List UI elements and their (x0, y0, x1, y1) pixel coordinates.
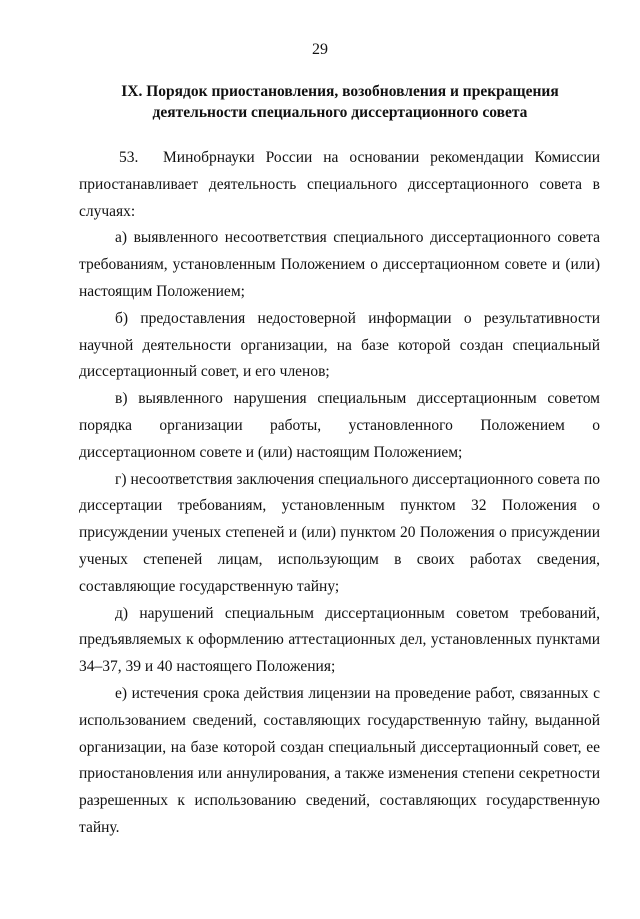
paragraph-53-text: Минобрнауки России на основании рекомендации Комиссии приостанавливает деятельность специального диссертационного совета в случаях: (79, 149, 600, 220)
section-title (80, 81, 600, 123)
list-item-e: е) истечения срока действия лицензии на проведение работ, связанных с использованием сведений, составляющих государственную тайну, выданной организации, на базе которой создан специальный диссертационный совет, ее приостановления или аннулирования, а также изменения степени секретности разрешенных к использованию сведений, составляющих государственную тайну. (79, 684, 600, 836)
list-item-b: б) предоставления недостоверной информации о результативности научной деятельности организации, на базе которой создан специальный диссертационный совет, и его членов; (79, 309, 600, 381)
page-number: 29 (312, 41, 328, 58)
paragraph-53 (79, 145, 600, 225)
list-item-a: а) выявленного несоответствия специального диссертационного совета требованиям, установленным Положением о диссертационном совете и (или) настоящим Положением; (79, 229, 600, 300)
list-item-d: д) нарушений специальным диссертационным советом требований, предъявляемых к оформлению аттестационных дел, установленных пунктами 34–37, 39 и 40 настоящего Положения; (79, 604, 600, 676)
list-item-g: г) несоответствия заключения специального диссертационного совета по диссертации требованиям, установленным пунктом 32 Положения о присуждении ученых степеней и (или) пунктом 20 Положения о присуждении ученых степеней лицам, использующим в своих работах сведения, составляющие государственную тайну; (79, 470, 600, 595)
section-title-line-2: деятельности специального диссертационного совета (152, 104, 528, 121)
document-body (79, 145, 600, 842)
paragraph-number: 53. (119, 149, 139, 166)
section-title-line-1: IX. Порядок приостановления, возобновления и прекращения (121, 83, 559, 100)
list-item-v: в) выявленного нарушения специальным диссертационным советом порядка организации работы, установленного Положением о диссертационном совете и (или) настоящим Положением; (79, 390, 600, 461)
